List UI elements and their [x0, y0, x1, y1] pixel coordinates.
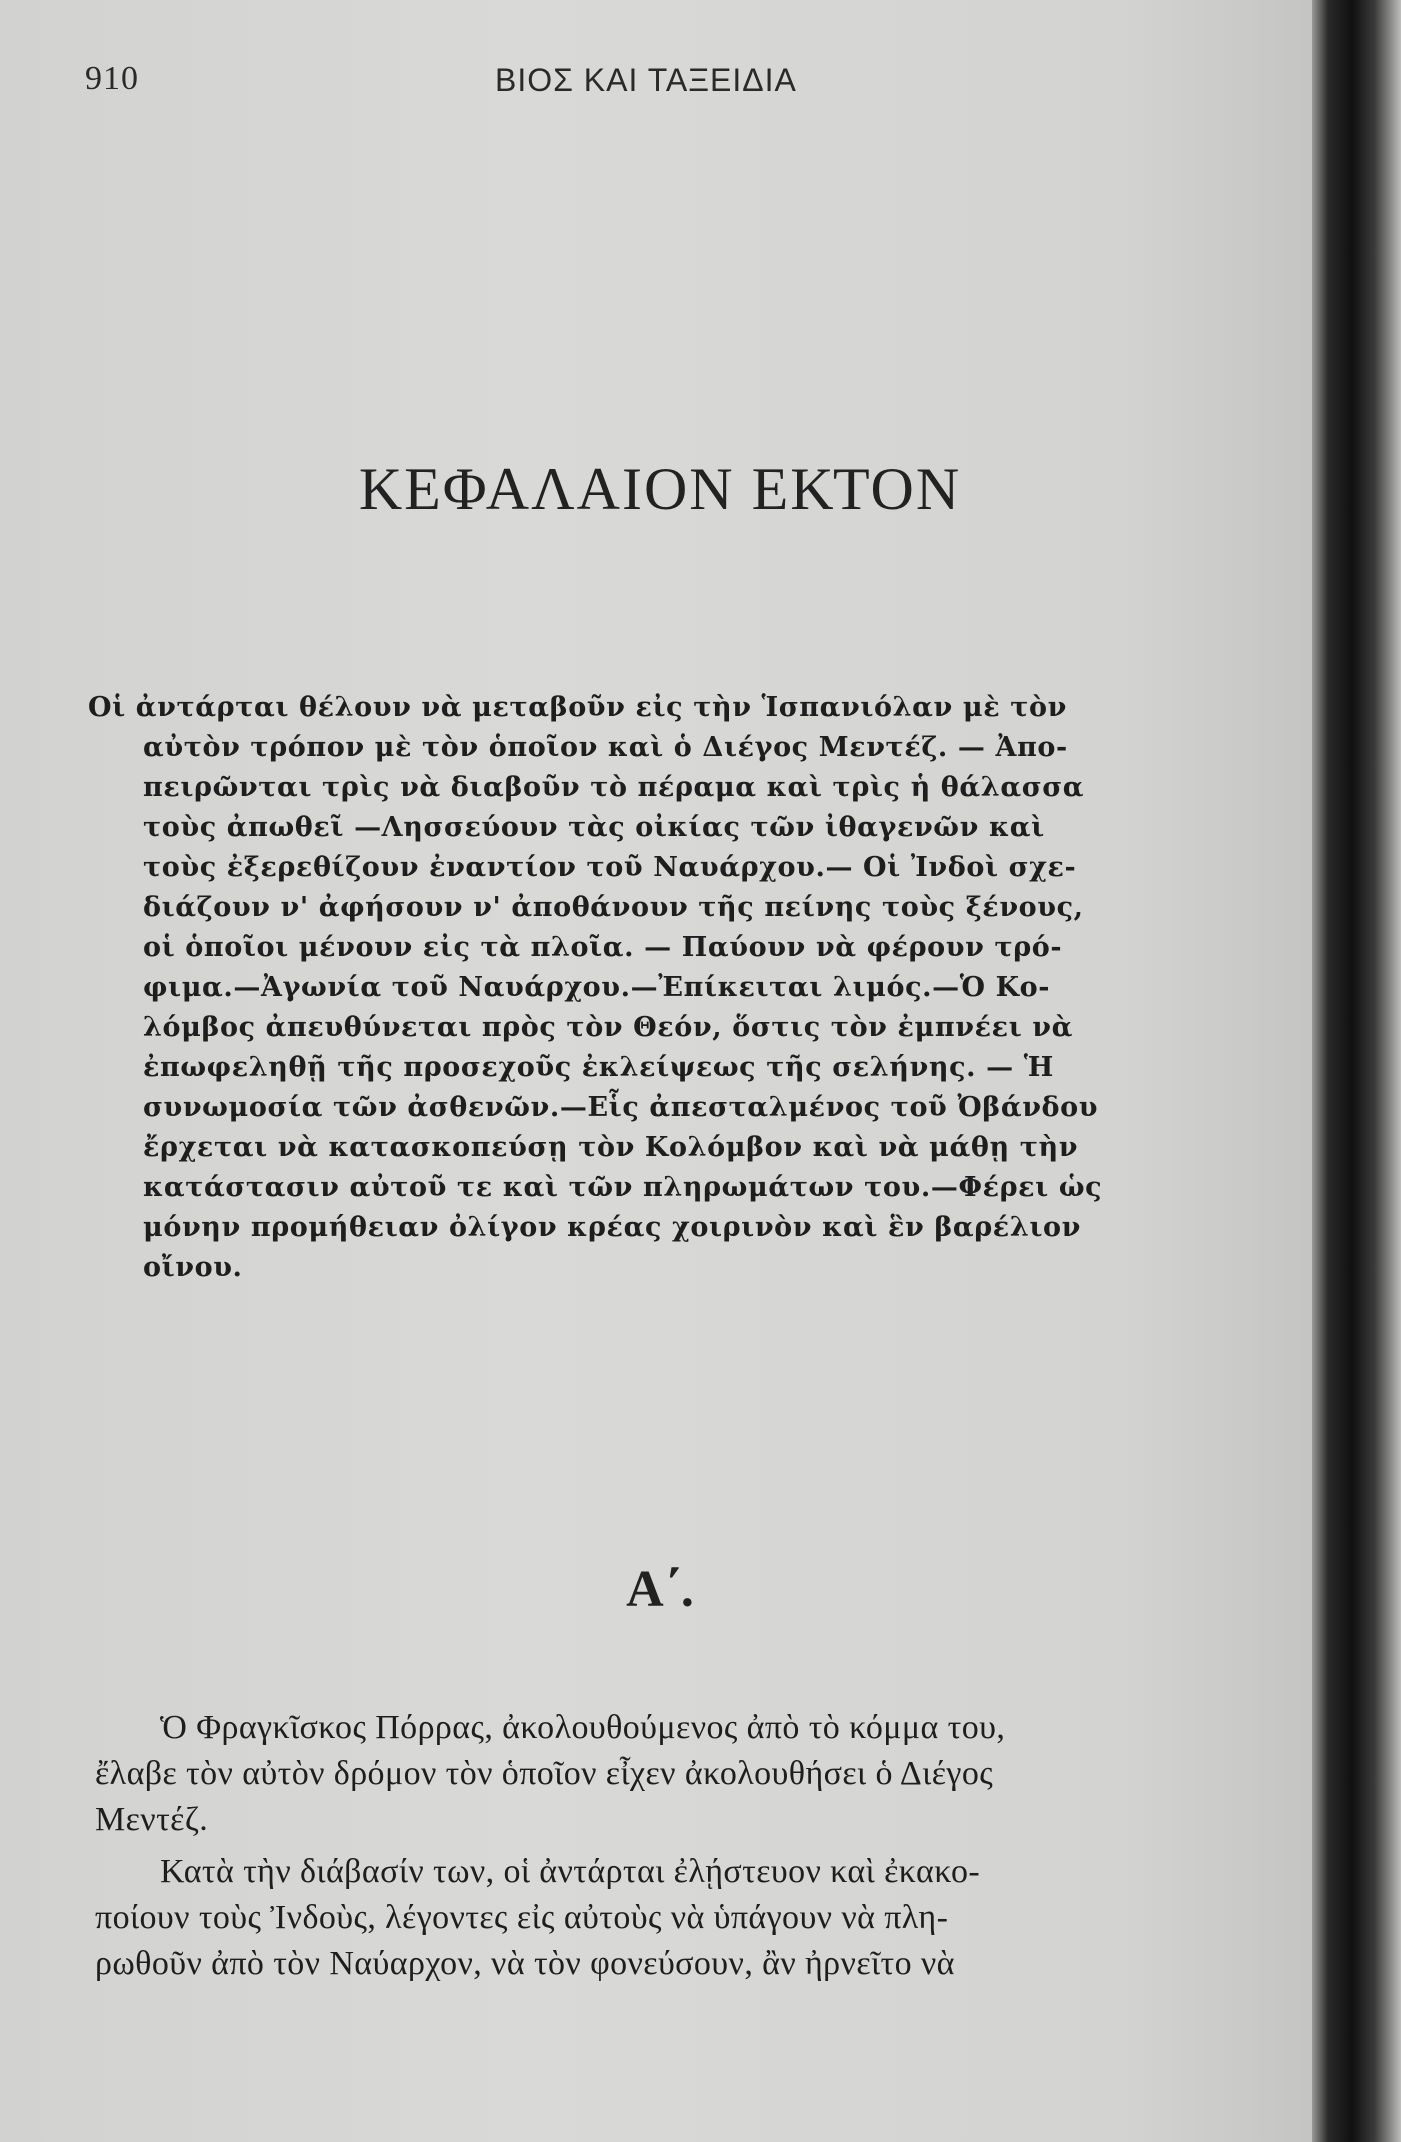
summary-line: συνωμοσία τῶν ἀσθενῶν.—Εἷς ἀπεσταλμένος τοῦ Ὀβάνδου [143, 1092, 1099, 1123]
chapter-title: ΚΕΦΑΛΑΙΟΝ ΕΚΤΟΝ [358, 456, 962, 522]
book-gutter-shadow [1312, 0, 1401, 2142]
summary-line: φιμα.—Ἀγωνία τοῦ Ναυάρχου.—Ἐπίκειται λιμός.—Ὁ Κο- [143, 972, 1051, 1003]
summary-line: μόνην προμήθειαν ὀλίγον κρέας χοιρινὸν καὶ ἓν βαρέλιον [143, 1212, 1081, 1243]
summary-line: διάζουν ν' ἀφήσουν ν' ἀποθάνουν τῆς πείνης τοὺς ξένους, [143, 892, 1084, 923]
page-number: 910 [85, 60, 139, 97]
body-line: Ὁ Φραγκῖσκος Πόρρας, ἀκολουθούμενος ἀπὸ τὸ κόμμα του, [160, 1709, 1006, 1746]
summary-line: αὐτὸν τρόπον μὲ τὸν ὁποῖον καὶ ὁ Διέγος Μεντέζ. — Ἀπο- [143, 732, 1068, 763]
body-text [95, 1705, 1255, 1987]
body-line: Μεντέζ. [95, 1801, 209, 1838]
summary-line: ἐπωφεληθῇ τῆς προσεχοῦς ἐκλείψεως τῆς σελήνης. — Ἡ [143, 1052, 1054, 1083]
summary-line: κατάστασιν αὐτοῦ τε καὶ τῶν πληρωμάτων του.—Φέρει ὡς [143, 1172, 1103, 1203]
summary-line: τοὺς ἀπωθεῖ —Λησσεύουν τὰς οἰκίας τῶν ἰθαγενῶν καὶ [143, 812, 1045, 843]
running-title: ΒΙΟΣ ΚΑΙ ΤΑΞΕΙΔΙΑ [495, 62, 797, 98]
summary-line: οἴνου. [143, 1252, 243, 1283]
body-line: ρωθοῦν ἀπὸ τὸν Ναύαρχον, νὰ τὸν φονεύσουν, ἂν ἠρνεῖτο νὰ [95, 1945, 955, 1982]
summary-line: Οἱ ἀντάρται θέλουν νὰ μεταβοῦν εἰς τὴν Ἱσπανιόλαν μὲ τὸν [88, 692, 1067, 723]
summary-line: τοὺς ἐξερεθίζουν ἐναντίον τοῦ Ναυάρχου.— Οἱ Ἰνδοὶ σχε- [143, 852, 1077, 883]
body-line: ἔλαβε τὸν αὐτὸν δρόμον τὸν ὁποῖον εἶχεν ἀκολουθήσει ὁ Διέγος [95, 1755, 994, 1792]
section-heading: Α΄. [626, 1561, 694, 1618]
summary-line: πειρῶνται τρὶς νὰ διαβοῦν τὸ πέραμα καὶ τρὶς ἡ θάλασσα [143, 772, 1085, 803]
summary-line: λόμβος ἀπευθύνεται πρὸς τὸν Θεόν, ὅστις τὸν ἐμπνέει νὰ [143, 1012, 1073, 1043]
chapter-summary [88, 688, 1238, 1288]
summary-line: οἱ ὁποῖοι μένουν εἰς τὰ πλοῖα. — Παύουν νὰ φέρουν τρό- [143, 932, 1063, 963]
summary-line: ἔρχεται νὰ κατασκοπεύσῃ τὸν Κολόμβον καὶ νὰ μάθῃ τὴν [143, 1132, 1079, 1163]
running-head [85, 60, 1205, 110]
body-line: ποίουν τοὺς Ἰνδοὺς, λέγοντες εἰς αὐτοὺς νὰ ὑπάγουν νὰ πλη- [95, 1899, 949, 1936]
body-line: Κατὰ τὴν διάβασίν των, οἱ ἀντάρται ἐλῄστευον καὶ ἐκακο- [160, 1853, 981, 1890]
